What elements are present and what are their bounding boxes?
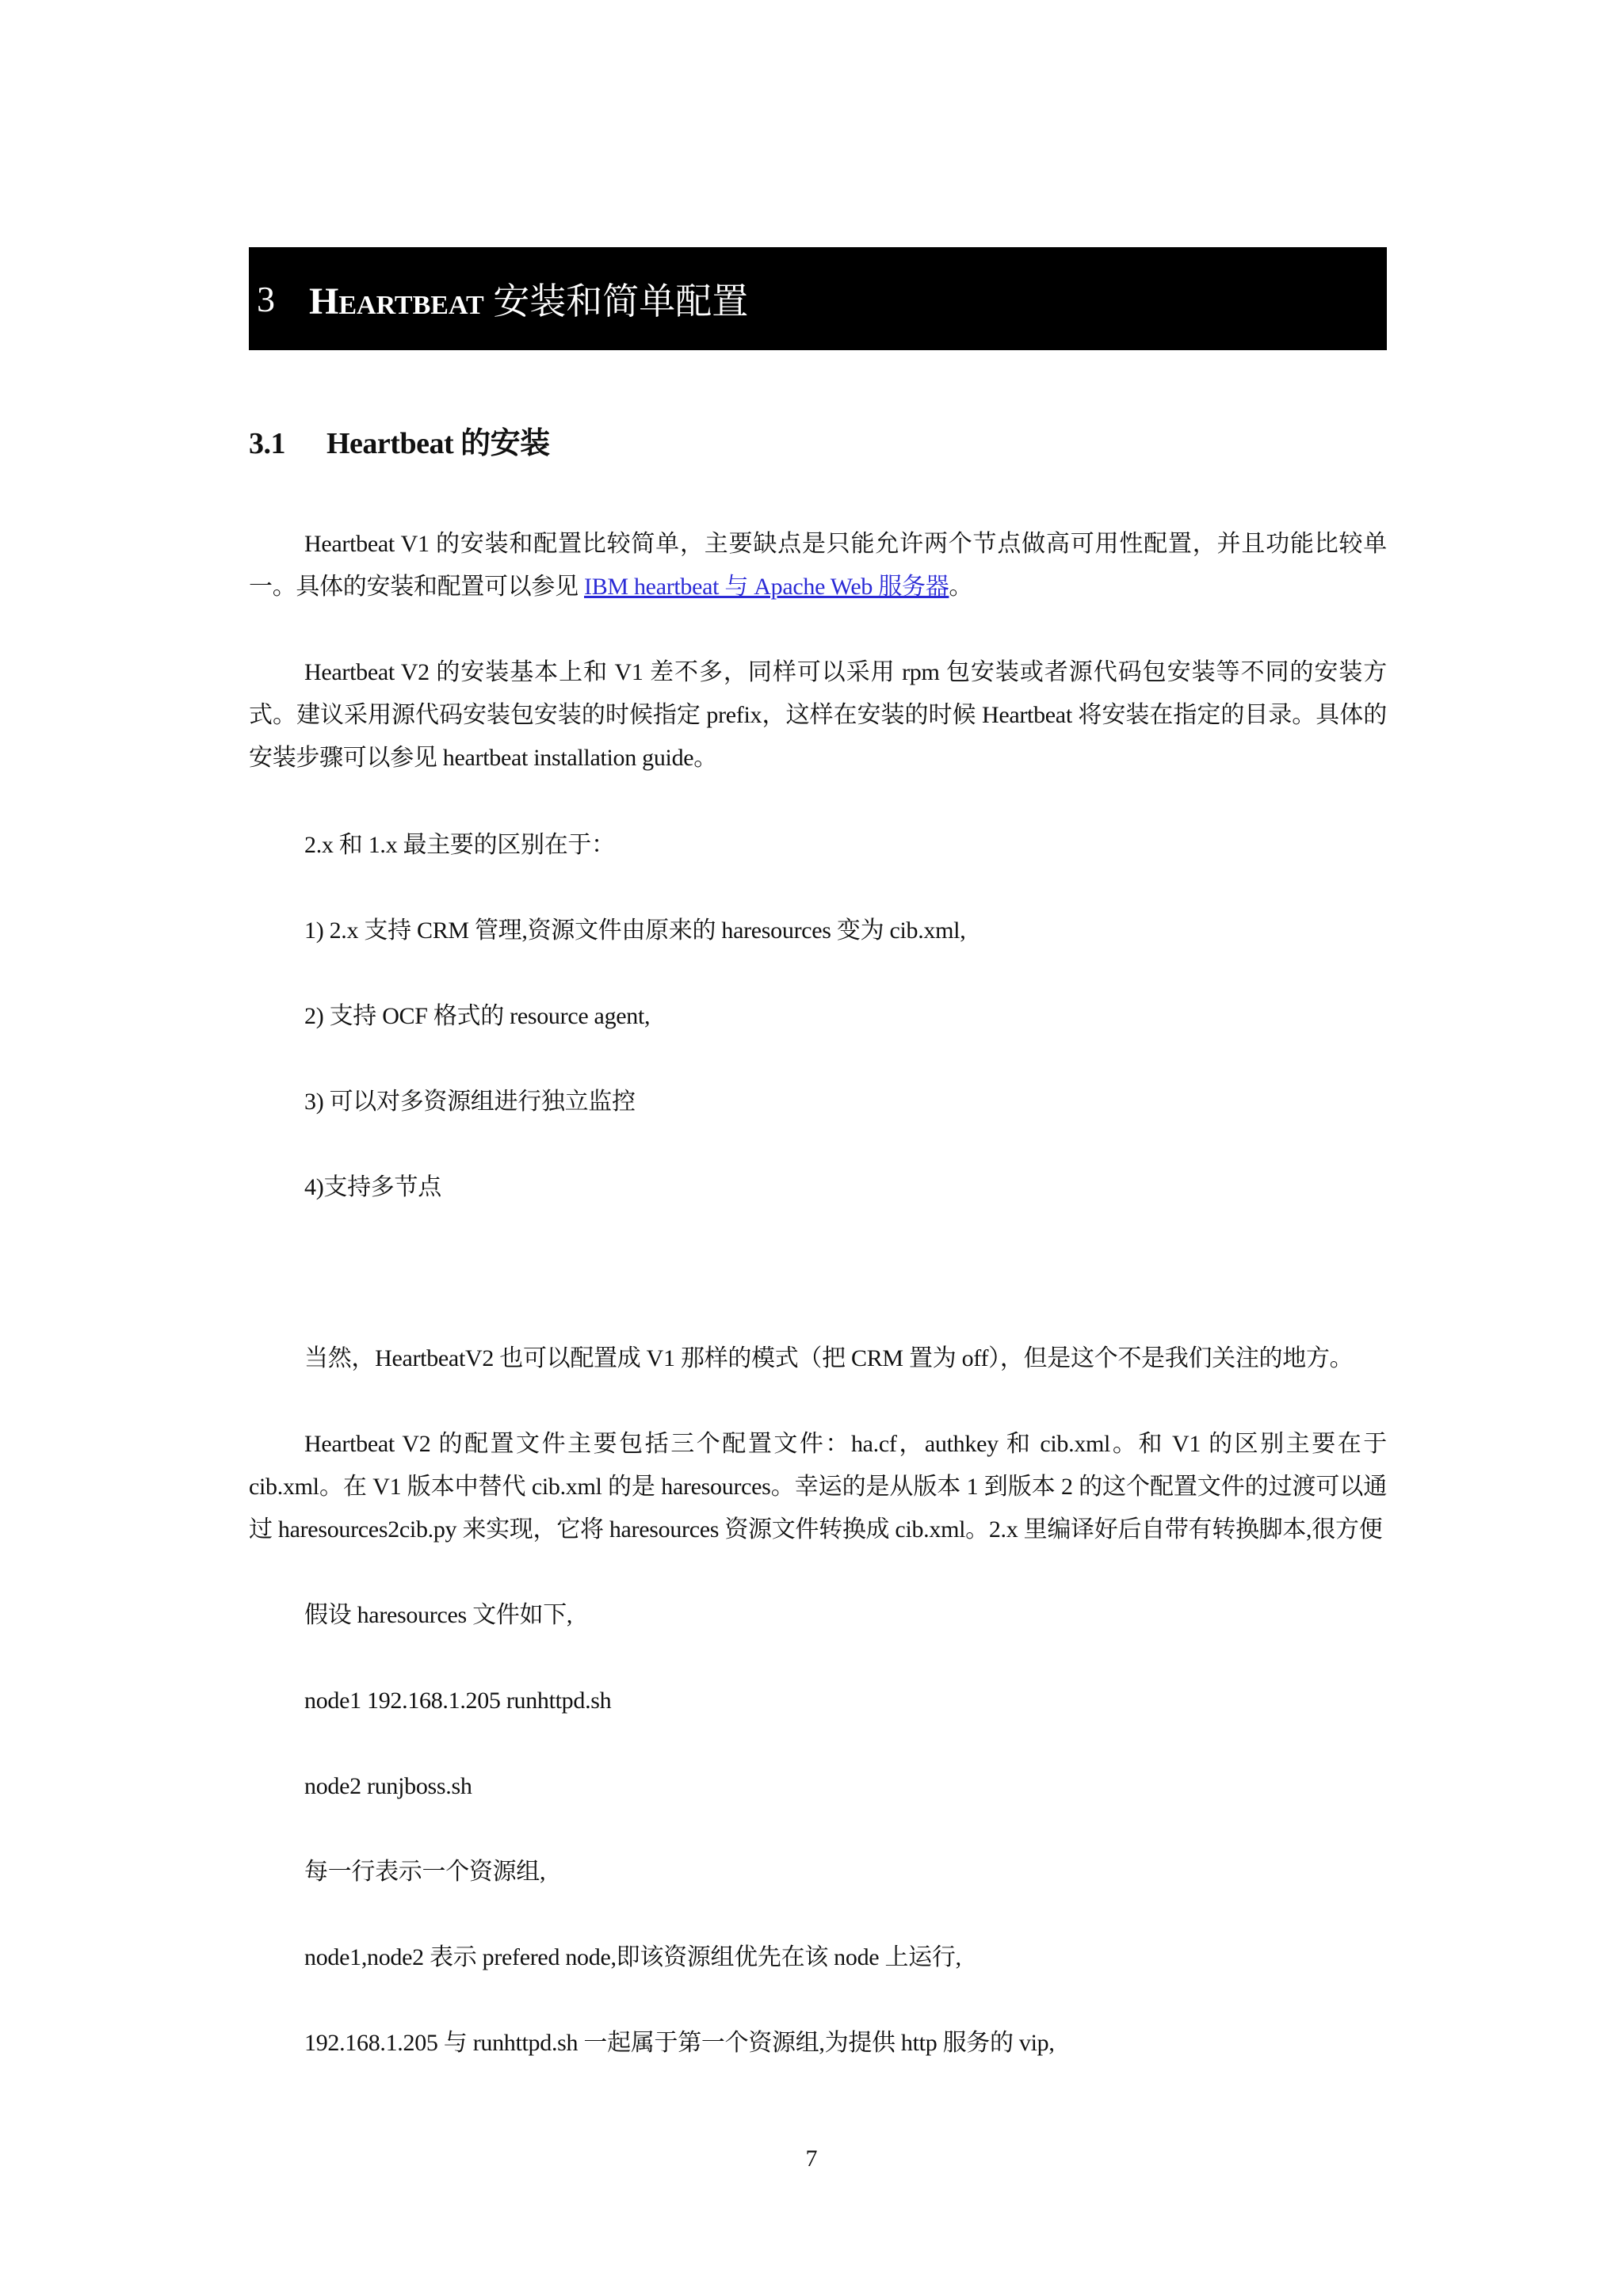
diff-intro: 2.x 和 1.x 最主要的区别在于： [304,832,615,858]
diff-item-2: 2) 支持 OCF 格式的 resource agent, [304,1003,651,1029]
paragraph-crm-off: 当然，HeartbeatV2 也可以配置成 V1 那样的模式（把 CRM 置为 off），但是这个不是我们关注的地方。 [304,1345,1354,1371]
section-number: 3.1 [249,427,285,460]
page-number: 7 [805,2145,818,2172]
haresources-node2: node2 runjboss.sh [304,1773,472,1799]
haresources-node1: node1 192.168.1.205 runhttpd.sh [304,1688,612,1714]
section-title: Heartbeat 的安装 [327,427,550,460]
chapter-heading-bar [249,247,1387,350]
chapter-title-smallcaps: EARTBEAT [338,291,484,320]
prefered-node-note: node1,node2 表示 prefered node,即该资源组优先在该 node 上运行, [304,1944,961,1970]
diff-item-4: 4)支持多节点 [304,1174,441,1200]
paragraph-v2-install: Heartbeat V2 的安装基本上和 V1 差不多，同样可以采用 rpm 包安装或者源代码包安装等不同的安装方式。建议采用源代码安装包安装的时候指定 prefix，这样在安装的时候 Heartbeat 将安装在指定的目录。具体的安装步骤可以参见 heartbeat installation guide。 [249,659,1387,771]
chapter-title-rest: 安装和简单配置 [483,281,749,322]
vip-note: 192.168.1.205 与 runhttpd.sh 一起属于第一个资源组,为提供 http 服务的 vip, [304,2030,1055,2056]
each-line-resource-group: 每一行表示一个资源组, [304,1859,546,1885]
chapter-number: 3 [257,278,275,319]
ibm-heartbeat-link[interactable]: IBM heartbeat 与 Apache Web 服务器 [584,574,949,600]
diff-item-1: 1) 2.x 支持 CRM 管理,资源文件由原来的 haresources 变为 cib.xml, [304,917,966,944]
diff-item-3: 3) 可以对多资源组进行独立监控 [304,1089,636,1115]
assume-haresources: 假设 haresources 文件如下, [304,1602,573,1628]
section-heading [249,418,550,462]
paragraph-v1-text: Heartbeat V1 的安装和配置比较简单，主要缺点是只能允许两个节点做高可用性配置，并且功能比较单一。具体的安装和配置可以参见 [249,531,1387,600]
paragraph-config-files: Heartbeat V2 的配置文件主要包括三个配置文件：ha.cf，authkey 和 cib.xml。和 V1 的区别主要在于 cib.xml。在 V1 版本中替代 cib.xml 的是 haresources。幸运的是从版本 1 到版本 2 的这个配置文件的过渡可以通过 haresources2cib.py 来实现，它将 haresources 资源文件转换成 cib.xml。2.x 里编译好后自带有转换脚本,很方便 [249,1431,1387,1543]
chapter-title [309,273,748,325]
chapter-title-cap: H [309,280,339,322]
paragraph-v1-end: 。 [949,574,973,600]
paragraph-v1-intro [249,523,1387,608]
